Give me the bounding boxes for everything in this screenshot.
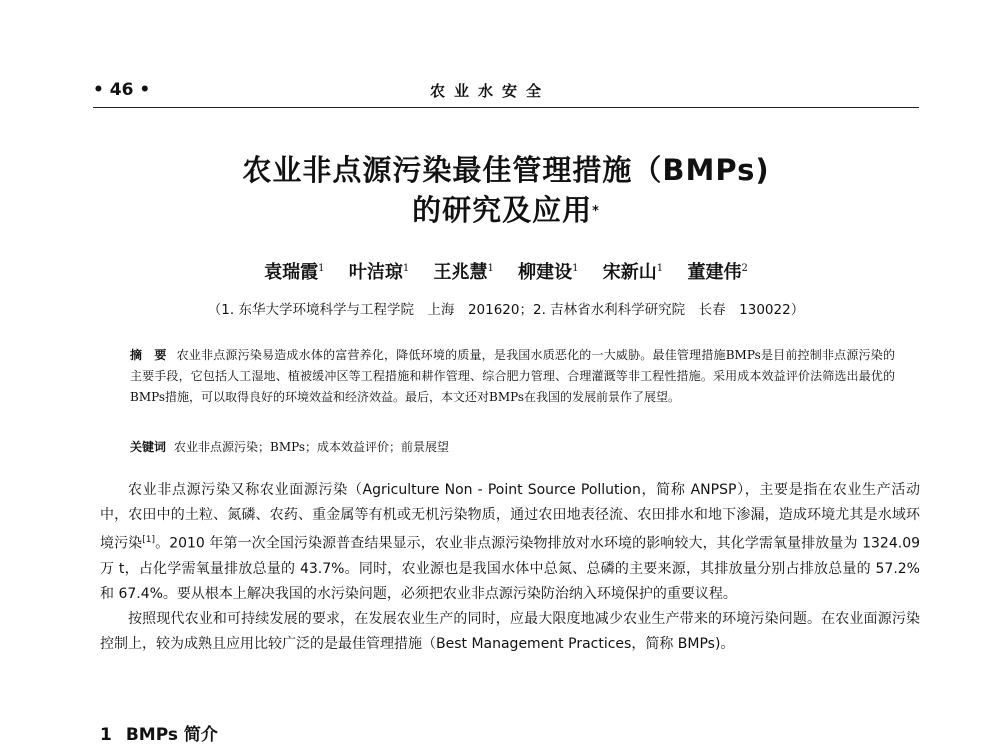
abstract-label: 摘 要 (130, 348, 167, 362)
title-line-1: 农业非点源污染最佳管理措施（BMPs) (242, 153, 770, 187)
author (603, 262, 663, 283)
author-name: 叶洁琼 (348, 262, 403, 283)
title-footnote-mark: * (592, 204, 600, 219)
section-title: BMPs 简介 (125, 725, 218, 745)
author (264, 262, 324, 283)
section-number: 1 (100, 725, 112, 745)
abstract-text: 农业非点源污染易造成水体的富营养化，降低环境的质量，是我国水质恶化的一大威胁。最佳管理措施BMPs是目前控制非点源污染的主要手段，它包括人工湿地、植被缓冲区等工程措施和耕作管理、综合肥力管理、合理灌溉等非工程性措施。采用成本效益评价法筛选出最优的BMPs措施，可以取得良好的环境效益和经济效益。最后，本文还对BMPs在我国的发展前景作了展望。 (130, 348, 895, 404)
paragraph (100, 478, 920, 607)
author (433, 262, 493, 283)
affiliations: （1. 东华大学环境科学与工程学院 上海 201620；2. 吉林省水利科学研究院 长春 130022） (207, 302, 805, 318)
section-heading (100, 720, 218, 745)
author-affiliation-mark: 1 (572, 263, 579, 274)
paragraph-text: 。2010 年第一次全国污染源普查结果显示，农业非点源污染物排放对水环境的影响较大，其化学需氧量排放量为 1324.09 万 t，占化学需氧量排放总量的 43.7%。同时，农业源也是我国水体中总氮、总磷的主要来源，其排放量分别占排放总量的 57.2%和 67.4%。要从根本上解决我国的水污染问题，必须把农业非点源污染防治纳入环境保护的重要议程。 (100, 535, 921, 602)
title-line-2-text: 的研究及应用 (412, 193, 593, 227)
keywords-label: 关键词 (130, 440, 167, 454)
journal-name: 农业水安全 (430, 82, 551, 100)
keywords (130, 437, 895, 458)
paragraph: 按照现代农业和可持续发展的要求，在发展农业生产的同时，应最大限度地减少农业生产带来的环境污染问题。在农业面源污染控制上，较为成熟且应用比较广泛的是最佳管理措施（Best Management Practices，简称 BMPs)。 (100, 610, 920, 652)
title-line-2 (93, 190, 919, 230)
body-text (100, 478, 920, 657)
header-divider (93, 107, 919, 108)
author (687, 262, 747, 283)
author-affiliation-mark: 1 (487, 263, 494, 274)
keywords-text: 农业非点源污染；BMPs；成本效益评价；前景展望 (174, 440, 450, 454)
author-name: 宋新山 (602, 262, 657, 283)
author-name: 王兆慧 (433, 262, 488, 283)
author (349, 262, 409, 283)
author-name: 柳建设 (518, 262, 573, 283)
author-name: 董建伟 (687, 262, 742, 283)
paper-title (93, 150, 919, 230)
page-number: • 46 • (93, 80, 151, 100)
author (518, 262, 578, 283)
author-name: 袁瑞霞 (264, 262, 319, 283)
citation-ref: [1] (142, 535, 156, 545)
author-affiliation-mark: 1 (656, 263, 664, 274)
author-affiliation-mark: 1 (402, 263, 410, 274)
author-list (93, 258, 919, 284)
paragraph-text: 农业非点源污染又称农业面源污染（Agriculture Non - Point Source Pollution，简称 ANPSP），主要是指在农业生产活动中，农田中的土粒、氮磷、农药、重金属等有机或无机污染物质，通过农田地表径流、农田排水和地下渗漏，造成环境尤其是水域环境污染 (100, 482, 920, 552)
abstract (130, 345, 895, 408)
author-affiliation-mark: 1 (318, 263, 325, 274)
author-affiliation-mark: 2 (741, 263, 748, 274)
